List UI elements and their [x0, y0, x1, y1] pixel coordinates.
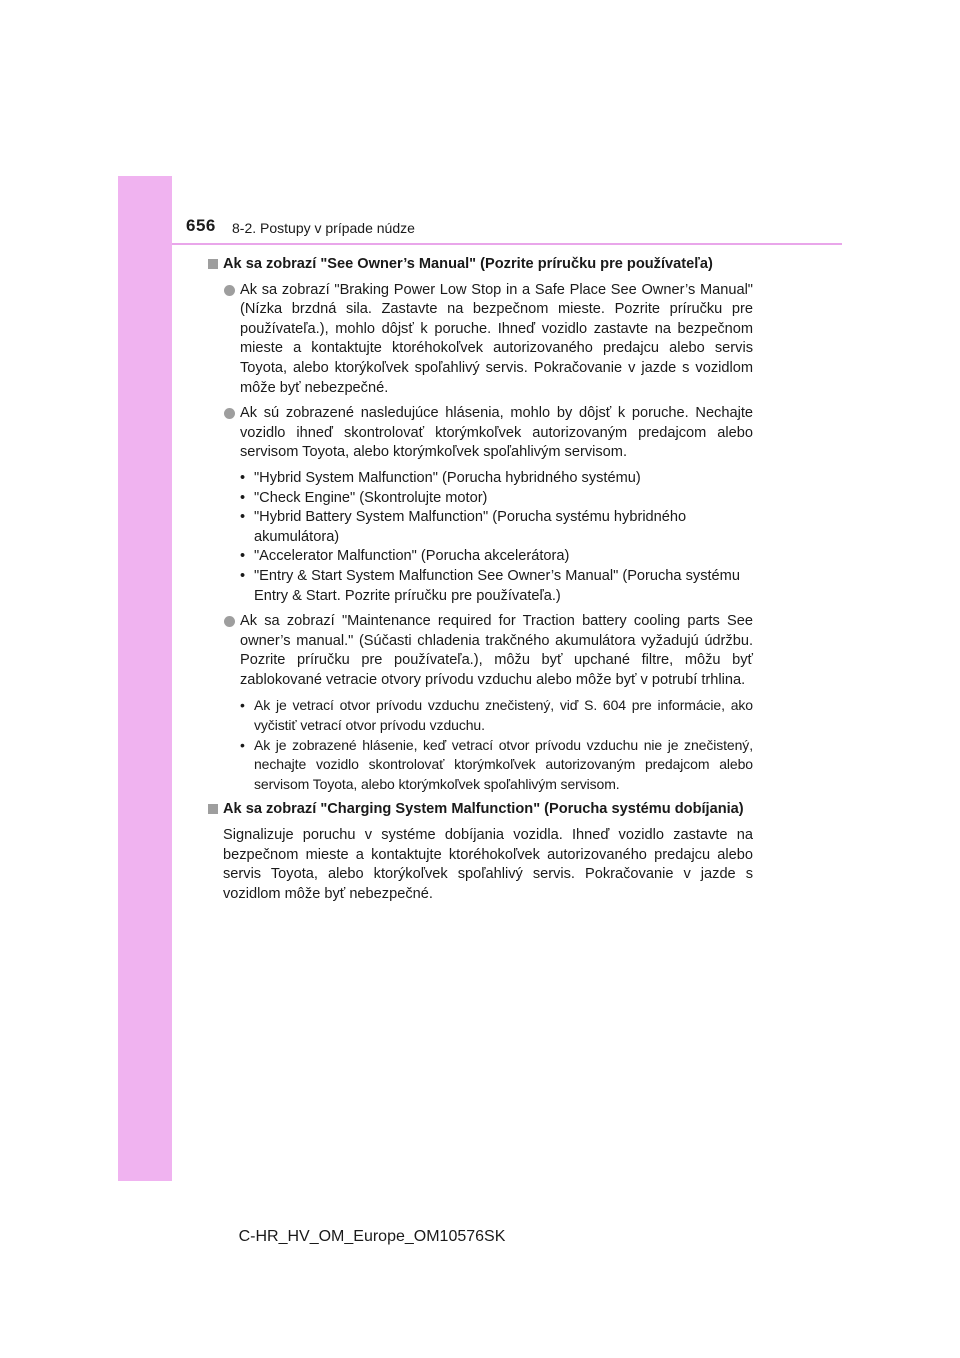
circle-bullet-icon: [224, 408, 235, 419]
section-heading-text: Ak sa zobrazí "See Owner’s Manual" (Pozrite príručku pre používateľa): [223, 256, 713, 272]
page-content: [208, 255, 753, 910]
square-bullet-icon: [208, 259, 218, 269]
bullet-item: [208, 612, 753, 690]
list-item: • Ak je vetrací otvor prívodu vzduchu znečistený, viď S. 604 pre informácie, ako vyčistiť vetrací otvor prívodu vzduchu.: [240, 697, 753, 734]
document-code: C-HR_HV_OM_Europe_OM10576SK: [238, 1228, 506, 1245]
section-heading-text: Ak sa zobrazí "Charging System Malfunction" (Porucha systému dobíjania): [223, 801, 744, 818]
list-item: • Ak je zobrazené hlásenie, keď vetrací otvor prívodu vzduchu nie je znečistený, nechajte vozidlo skontrolovať ktorýmkoľvek autorizovaným predajcom alebo servisom Toyota, alebo ktorýmkoľvek spoľahlivým servisom.: [240, 736, 753, 792]
message-list: [208, 469, 753, 606]
bullet-item: [208, 404, 753, 463]
list-item: • "Accelerator Malfunction" (Porucha akcelerátora): [240, 548, 570, 565]
square-bullet-icon: [208, 804, 218, 814]
circle-bullet-icon: [224, 285, 235, 296]
list-item: • "Check Engine" (Skontrolujte motor): [240, 489, 488, 506]
bullet-item: [208, 281, 753, 399]
list-item: • "Entry & Start System Malfunction See Owner’s Manual" (Porucha systému Entry & Start. Pozrite príručku pre používateľa.): [240, 567, 740, 604]
section-heading: [208, 800, 753, 820]
footer: [0, 1228, 960, 1246]
bullet-text: Ak sa zobrazí "Braking Power Low Stop in a Safe Place See Owner’s Manual" (Nízka brzdná sila. Zastavte na bezpečnom mieste. Pozrite príručku pre používateľa.), mohlo dôjsť k poruche. Ihneď vozidlo zastavte na bezpečnom mieste a kontaktujte ktoréhokoľvek autorizovaného predajcu alebo servis Toyota, alebo ktorýkoľvek spoľahlivý servis. Pokračovanie v jazde s vozidlom môže byť nebezpečné.: [240, 281, 753, 396]
header-rule: [172, 243, 842, 245]
list-item: • "Hybrid Battery System Malfunction" (Porucha systému hybridného akumulátora): [240, 509, 687, 545]
circle-bullet-icon: [224, 616, 235, 627]
side-tab-band: [118, 176, 172, 1181]
section-heading: [208, 255, 753, 275]
page-number: 656: [186, 216, 216, 235]
list-item: • "Hybrid System Malfunction" (Porucha hybridného systému): [240, 469, 641, 486]
section-paragraph: Signalizuje poruchu v systéme dobíjania vozidla. Ihneď vozidlo zastavte na bezpečnom mieste a kontaktujte ktoréhokoľvek autorizovaného predajcu alebo servis Toyota, alebo ktorýkoľvek spoľahlivý servis. Pokračovanie v jazde s vozidlom môže byť nebezpečné.: [223, 827, 753, 902]
filter-instructions-list: [208, 696, 753, 794]
section-title: 8-2. Postupy v prípade núdze: [232, 220, 415, 236]
bullet-text: Ak sa zobrazí "Maintenance required for Traction battery cooling parts See owner’s manual." (Súčasti chladenia trakčného akumulátora vyžadujú údržbu. Pozrite príručku pre používateľa.), môžu byť upchané filtre, môžu byť zablokované vetracie otvory prívodu vzduchu alebo môže byť v potrubí trhlina.: [240, 613, 753, 688]
bullet-text: Ak sú zobrazené nasledujúce hlásenia, mohlo by dôjsť k poruche. Nechajte vozidlo ihneď skontrolovať ktorýmkoľvek autorizovaným predajcom alebo servisom Toyota, alebo ktorýmkoľvek spoľahlivým servisom.: [240, 405, 753, 461]
